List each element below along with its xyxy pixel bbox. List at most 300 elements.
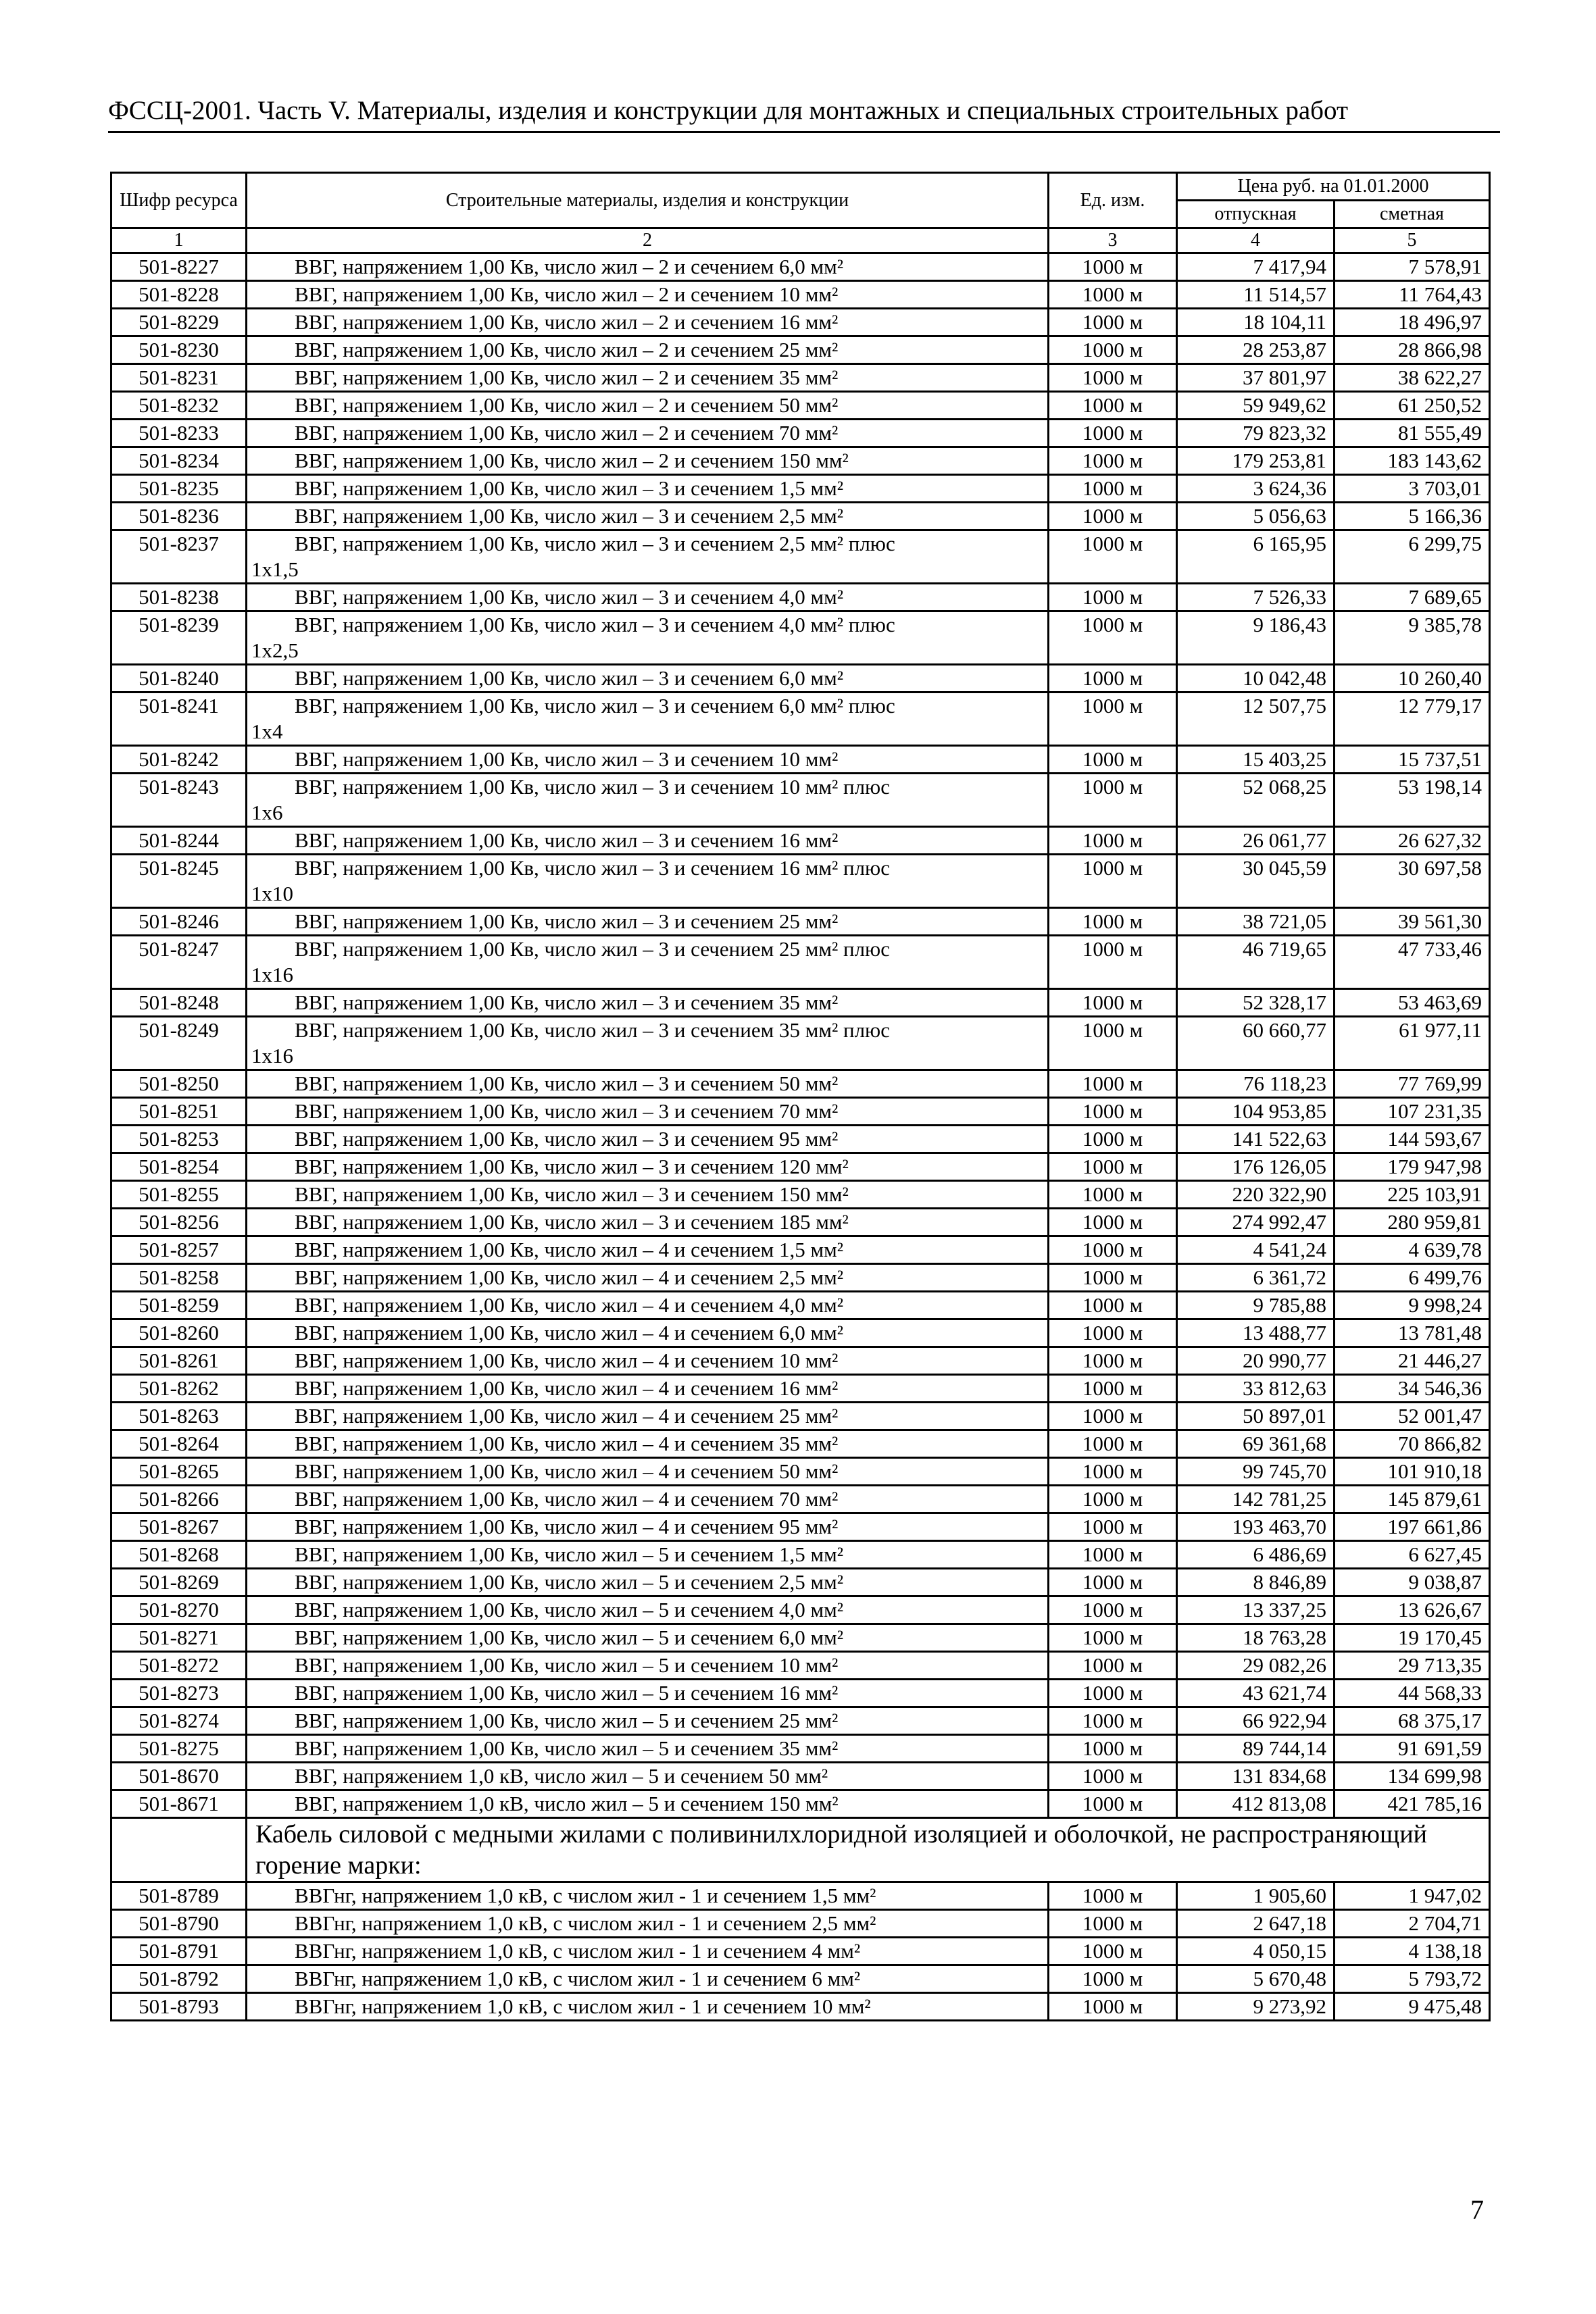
unit-cell: 1000 м <box>1049 1965 1177 1993</box>
unit-cell: 1000 м <box>1049 774 1177 827</box>
table-row <box>111 584 1490 611</box>
resource-code: 501-8240 <box>111 665 247 693</box>
table-row <box>111 309 1490 336</box>
release-price: 52 328,17 <box>1177 989 1335 1017</box>
unit-cell: 1000 м <box>1049 746 1177 774</box>
estimate-price: 77 769,99 <box>1335 1070 1490 1098</box>
material-name: ВВГ, напряжением 1,00 Кв, число жил – 3 и сечением 1,5 мм² <box>295 476 843 500</box>
table-row <box>111 1596 1490 1624</box>
estimate-price: 91 691,59 <box>1335 1735 1490 1763</box>
resource-code: 501-8251 <box>111 1098 247 1126</box>
resource-code: 501-8253 <box>111 1126 247 1153</box>
material-name-cell <box>247 503 1049 530</box>
material-name-cell <box>247 1938 1049 1965</box>
estimate-price: 34 546,36 <box>1335 1375 1490 1403</box>
material-name-cell <box>247 936 1049 989</box>
unit-cell: 1000 м <box>1049 908 1177 936</box>
resource-code: 501-8235 <box>111 475 247 503</box>
unit-cell: 1000 м <box>1049 936 1177 989</box>
table-body-2 <box>111 1882 1490 2021</box>
table-row <box>111 1126 1490 1153</box>
resource-code: 501-8231 <box>111 364 247 392</box>
material-name-cell <box>247 1993 1049 2021</box>
estimate-price: 15 737,51 <box>1335 746 1490 774</box>
material-name: ВВГ, напряжением 1,00 Кв, число жил – 4 и сечением 4,0 мм² <box>295 1293 843 1317</box>
material-name: ВВГ, напряжением 1,0 кВ, число жил – 5 и сечением 150 мм² <box>295 1792 839 1815</box>
material-name-cell <box>247 989 1049 1017</box>
material-name-continuation: 1х4 <box>251 720 283 743</box>
material-name: ВВГ, напряжением 1,00 Кв, число жил – 2 и сечением 10 мм² <box>295 282 839 306</box>
table-row <box>111 1458 1490 1486</box>
estimate-price: 52 001,47 <box>1335 1403 1490 1430</box>
material-name-cell <box>247 584 1049 611</box>
release-price: 46 719,65 <box>1177 936 1335 989</box>
estimate-price: 44 568,33 <box>1335 1680 1490 1707</box>
table-row <box>111 1347 1490 1375</box>
col-header-code: Шифр ресурса <box>111 173 247 228</box>
material-name-cell <box>247 1735 1049 1763</box>
material-name-cell <box>247 1236 1049 1264</box>
table-row <box>111 1486 1490 1513</box>
release-price: 18 104,11 <box>1177 309 1335 336</box>
estimate-price: 21 446,27 <box>1335 1347 1490 1375</box>
release-price: 5 056,63 <box>1177 503 1335 530</box>
material-name: ВВГ, напряжением 1,00 Кв, число жил – 4 и сечением 1,5 мм² <box>295 1238 843 1261</box>
material-name-cell <box>247 336 1049 364</box>
unit-cell: 1000 м <box>1049 1541 1177 1569</box>
release-price: 4 050,15 <box>1177 1938 1335 1965</box>
section-block <box>111 1818 1490 1882</box>
resource-code: 501-8236 <box>111 503 247 530</box>
material-name: ВВГнг, напряжением 1,0 кВ, с числом жил - 1 и сечением 1,5 мм² <box>295 1884 876 1907</box>
col-number: 4 <box>1177 228 1335 253</box>
material-name-cell <box>247 1910 1049 1938</box>
resource-code: 501-8246 <box>111 908 247 936</box>
estimate-price: 9 998,24 <box>1335 1292 1490 1319</box>
page-number: 7 <box>1470 2194 1484 2225</box>
material-name: ВВГнг, напряжением 1,0 кВ, с числом жил - 1 и сечением 2,5 мм² <box>295 1911 876 1935</box>
table-header <box>111 173 1490 253</box>
unit-cell: 1000 м <box>1049 1403 1177 1430</box>
resource-code: 501-8270 <box>111 1596 247 1624</box>
material-name-cell <box>247 1153 1049 1181</box>
table-row <box>111 611 1490 665</box>
table-row <box>111 1209 1490 1236</box>
material-name: ВВГ, напряжением 1,00 Кв, число жил – 5 и сечением 2,5 мм² <box>295 1570 843 1594</box>
resource-code: 501-8261 <box>111 1347 247 1375</box>
material-name: ВВГ, напряжением 1,00 Кв, число жил – 4 и сечением 70 мм² <box>295 1487 839 1511</box>
unit-cell: 1000 м <box>1049 336 1177 364</box>
material-name-cell <box>247 1017 1049 1070</box>
estimate-price: 6 627,45 <box>1335 1541 1490 1569</box>
resource-code: 501-8234 <box>111 447 247 475</box>
material-name: ВВГ, напряжением 1,00 Кв, число жил – 2 и сечением 150 мм² <box>295 449 849 472</box>
col-number: 5 <box>1335 228 1490 253</box>
release-price: 33 812,63 <box>1177 1375 1335 1403</box>
col-header-name: Строительные материалы, изделия и конструкции <box>247 173 1049 228</box>
resource-code: 501-8238 <box>111 584 247 611</box>
estimate-price: 144 593,67 <box>1335 1126 1490 1153</box>
material-name: ВВГ, напряжением 1,00 Кв, число жил – 2 и сечением 25 мм² <box>295 338 839 361</box>
table-row <box>111 936 1490 989</box>
unit-cell: 1000 м <box>1049 1652 1177 1680</box>
material-name-cell <box>247 855 1049 908</box>
resource-code: 501-8792 <box>111 1965 247 1993</box>
unit-cell: 1000 м <box>1049 1098 1177 1126</box>
material-name-cell <box>247 392 1049 420</box>
material-name: ВВГ, напряжением 1,00 Кв, число жил – 4 и сечением 35 мм² <box>295 1432 839 1455</box>
material-name-cell <box>247 1375 1049 1403</box>
estimate-price: 225 103,91 <box>1335 1181 1490 1209</box>
material-name-cell <box>247 1264 1049 1292</box>
col-header-unit: Ед. изм. <box>1049 173 1177 228</box>
estimate-price: 39 561,30 <box>1335 908 1490 936</box>
material-name-cell <box>247 1209 1049 1236</box>
material-name: ВВГ, напряжением 1,00 Кв, число жил – 3 и сечением 70 мм² <box>295 1099 839 1123</box>
resource-code: 501-8790 <box>111 1910 247 1938</box>
material-name-cell <box>247 1541 1049 1569</box>
resource-code: 501-8269 <box>111 1569 247 1596</box>
section-row <box>111 1818 1490 1882</box>
table-row <box>111 1790 1490 1818</box>
release-price: 10 042,48 <box>1177 665 1335 693</box>
material-name: ВВГ, напряжением 1,00 Кв, число жил – 3 и сечением 95 мм² <box>295 1127 839 1151</box>
resource-code: 501-8275 <box>111 1735 247 1763</box>
material-name-cell <box>247 420 1049 447</box>
material-name-cell <box>247 1513 1049 1541</box>
estimate-price: 280 959,81 <box>1335 1209 1490 1236</box>
resource-code: 501-8255 <box>111 1181 247 1209</box>
resource-code: 501-8260 <box>111 1319 247 1347</box>
material-name-cell <box>247 309 1049 336</box>
material-name: ВВГ, напряжением 1,00 Кв, число жил – 3 и сечением 25 мм² <box>295 909 839 933</box>
table-row <box>111 475 1490 503</box>
table-row <box>111 1264 1490 1292</box>
table-row <box>111 1403 1490 1430</box>
unit-cell: 1000 м <box>1049 1181 1177 1209</box>
material-name: ВВГ, напряжением 1,00 Кв, число жил – 3 и сечением 150 мм² <box>295 1182 849 1206</box>
table-row <box>111 746 1490 774</box>
release-price: 29 082,26 <box>1177 1652 1335 1680</box>
material-name: ВВГ, напряжением 1,00 Кв, число жил – 5 и сечением 35 мм² <box>295 1736 839 1760</box>
release-price: 179 253,81 <box>1177 447 1335 475</box>
table-row <box>111 253 1490 281</box>
resource-code: 501-8230 <box>111 336 247 364</box>
estimate-price: 5 793,72 <box>1335 1965 1490 1993</box>
release-price: 176 126,05 <box>1177 1153 1335 1181</box>
material-name-cell <box>247 1763 1049 1790</box>
release-price: 69 361,68 <box>1177 1430 1335 1458</box>
material-name-continuation: 1х1,5 <box>251 557 299 581</box>
material-name: ВВГ, напряжением 1,00 Кв, число жил – 4 и сечением 50 мм² <box>295 1459 839 1483</box>
resource-code: 501-8228 <box>111 281 247 309</box>
estimate-price: 145 879,61 <box>1335 1486 1490 1513</box>
material-name: ВВГ, напряжением 1,00 Кв, число жил – 3 и сечением 35 мм² <box>295 990 839 1014</box>
material-name: ВВГ, напряжением 1,00 Кв, число жил – 3 и сечением 10 мм² плюс <box>295 775 890 799</box>
release-price: 12 507,75 <box>1177 693 1335 746</box>
release-price: 131 834,68 <box>1177 1763 1335 1790</box>
material-name: ВВГ, напряжением 1,00 Кв, число жил – 3 и сечением 2,5 мм² <box>295 504 843 528</box>
release-price: 6 361,72 <box>1177 1264 1335 1292</box>
table-row <box>111 447 1490 475</box>
release-price: 3 624,36 <box>1177 475 1335 503</box>
unit-cell: 1000 м <box>1049 1209 1177 1236</box>
unit-cell: 1000 м <box>1049 281 1177 309</box>
table-row <box>111 1763 1490 1790</box>
table-row <box>111 1993 1490 2021</box>
release-price: 13 337,25 <box>1177 1596 1335 1624</box>
estimate-price: 4 138,18 <box>1335 1938 1490 1965</box>
table-row <box>111 1882 1490 1910</box>
table-row <box>111 693 1490 746</box>
release-price: 43 621,74 <box>1177 1680 1335 1707</box>
resource-code: 501-8273 <box>111 1680 247 1707</box>
release-price: 99 745,70 <box>1177 1458 1335 1486</box>
release-price: 1 905,60 <box>1177 1882 1335 1910</box>
unit-cell: 1000 м <box>1049 253 1177 281</box>
material-name-cell <box>247 281 1049 309</box>
estimate-price: 7 578,91 <box>1335 253 1490 281</box>
table-row <box>111 1735 1490 1763</box>
release-price: 79 823,32 <box>1177 420 1335 447</box>
table-row <box>111 1513 1490 1541</box>
material-name-cell <box>247 475 1049 503</box>
unit-cell: 1000 м <box>1049 1375 1177 1403</box>
unit-cell: 1000 м <box>1049 364 1177 392</box>
estimate-price: 18 496,97 <box>1335 309 1490 336</box>
resource-code: 501-8250 <box>111 1070 247 1098</box>
release-price: 8 846,89 <box>1177 1569 1335 1596</box>
unit-cell: 1000 м <box>1049 584 1177 611</box>
release-price: 7 417,94 <box>1177 253 1335 281</box>
release-price: 193 463,70 <box>1177 1513 1335 1541</box>
estimate-price: 53 463,69 <box>1335 989 1490 1017</box>
estimate-price: 197 661,86 <box>1335 1513 1490 1541</box>
unit-cell: 1000 м <box>1049 392 1177 420</box>
resource-code: 501-8271 <box>111 1624 247 1652</box>
material-name-cell <box>247 693 1049 746</box>
table-row <box>111 530 1490 584</box>
resource-code: 501-8243 <box>111 774 247 827</box>
estimate-price: 6 499,76 <box>1335 1264 1490 1292</box>
table-row <box>111 774 1490 827</box>
unit-cell: 1000 м <box>1049 1458 1177 1486</box>
material-name: ВВГ, напряжением 1,00 Кв, число жил – 4 и сечением 10 мм² <box>295 1349 839 1372</box>
table-body <box>111 253 1490 1818</box>
material-name-cell <box>247 1707 1049 1735</box>
table-row <box>111 1292 1490 1319</box>
unit-cell: 1000 м <box>1049 1347 1177 1375</box>
release-price: 142 781,25 <box>1177 1486 1335 1513</box>
resource-code: 501-8259 <box>111 1292 247 1319</box>
unit-cell: 1000 м <box>1049 1236 1177 1264</box>
table-row <box>111 1181 1490 1209</box>
estimate-price: 9 385,78 <box>1335 611 1490 665</box>
table-row <box>111 1910 1490 1938</box>
estimate-price: 101 910,18 <box>1335 1458 1490 1486</box>
unit-cell: 1000 м <box>1049 1430 1177 1458</box>
material-name: ВВГ, напряжением 1,00 Кв, число жил – 3 и сечением 120 мм² <box>295 1155 849 1178</box>
material-name: ВВГ, напряжением 1,00 Кв, число жил – 4 и сечением 95 мм² <box>295 1515 839 1538</box>
unit-cell: 1000 м <box>1049 1513 1177 1541</box>
material-name-cell <box>247 1486 1049 1513</box>
release-price: 2 647,18 <box>1177 1910 1335 1938</box>
material-name-cell <box>247 364 1049 392</box>
material-name-cell <box>247 611 1049 665</box>
release-price: 28 253,87 <box>1177 336 1335 364</box>
unit-cell: 1000 м <box>1049 1070 1177 1098</box>
resource-code: 501-8258 <box>111 1264 247 1292</box>
material-name: ВВГнг, напряжением 1,0 кВ, с числом жил - 1 и сечением 10 мм² <box>295 1994 871 2018</box>
material-name-cell <box>247 530 1049 584</box>
material-name-cell <box>247 1652 1049 1680</box>
material-name: ВВГ, напряжением 1,00 Кв, число жил – 3 и сечением 25 мм² плюс <box>295 937 890 961</box>
table-row <box>111 1707 1490 1735</box>
table-row <box>111 1153 1490 1181</box>
estimate-price: 29 713,35 <box>1335 1652 1490 1680</box>
col-number: 1 <box>111 228 247 253</box>
table-row <box>111 364 1490 392</box>
release-price: 76 118,23 <box>1177 1070 1335 1098</box>
table-row <box>111 1569 1490 1596</box>
resource-code: 501-8265 <box>111 1458 247 1486</box>
material-name-cell <box>247 774 1049 827</box>
unit-cell: 1000 м <box>1049 1319 1177 1347</box>
resource-code: 501-8274 <box>111 1707 247 1735</box>
estimate-price: 4 639,78 <box>1335 1236 1490 1264</box>
resource-code: 501-8245 <box>111 855 247 908</box>
table-row <box>111 1652 1490 1680</box>
resource-code: 501-8229 <box>111 309 247 336</box>
material-name: ВВГ, напряжением 1,0 кВ, число жил – 5 и сечением 50 мм² <box>295 1764 828 1788</box>
material-name: ВВГ, напряжением 1,00 Кв, число жил – 3 и сечением 185 мм² <box>295 1210 849 1234</box>
resource-code: 501-8793 <box>111 1993 247 2021</box>
resource-code: 501-8272 <box>111 1652 247 1680</box>
table-row <box>111 855 1490 908</box>
table-row <box>111 989 1490 1017</box>
material-name: ВВГ, напряжением 1,00 Кв, число жил – 3 и сечением 6,0 мм² плюс <box>295 694 895 718</box>
unit-cell: 1000 м <box>1049 1790 1177 1818</box>
unit-cell: 1000 м <box>1049 530 1177 584</box>
release-price: 5 670,48 <box>1177 1965 1335 1993</box>
table-row <box>111 1319 1490 1347</box>
material-name-cell <box>247 1680 1049 1707</box>
release-price: 38 721,05 <box>1177 908 1335 936</box>
estimate-price: 6 299,75 <box>1335 530 1490 584</box>
material-name-cell <box>247 1569 1049 1596</box>
estimate-price: 11 764,43 <box>1335 281 1490 309</box>
estimate-price: 61 977,11 <box>1335 1017 1490 1070</box>
table-row <box>111 1017 1490 1070</box>
col-number: 3 <box>1049 228 1177 253</box>
resource-code: 501-8267 <box>111 1513 247 1541</box>
estimate-price: 19 170,45 <box>1335 1624 1490 1652</box>
release-price: 104 953,85 <box>1177 1098 1335 1126</box>
resource-code: 501-8791 <box>111 1938 247 1965</box>
material-name-cell <box>247 1292 1049 1319</box>
release-price: 9 186,43 <box>1177 611 1335 665</box>
col-header-price: Цена руб. на 01.01.2000 <box>1177 173 1490 201</box>
unit-cell: 1000 м <box>1049 420 1177 447</box>
material-name: ВВГ, напряжением 1,00 Кв, число жил – 5 и сечением 4,0 мм² <box>295 1598 843 1621</box>
table-row <box>111 1098 1490 1126</box>
resource-code: 501-8239 <box>111 611 247 665</box>
section-title: Кабель силовой с медными жилами с поливинилхлоридной изоляцией и оболочкой, не распространяющий горение марки: <box>247 1818 1490 1882</box>
unit-cell: 1000 м <box>1049 693 1177 746</box>
resource-code: 501-8232 <box>111 392 247 420</box>
estimate-price: 13 781,48 <box>1335 1319 1490 1347</box>
estimate-price: 2 704,71 <box>1335 1910 1490 1938</box>
unit-cell: 1000 м <box>1049 1763 1177 1790</box>
material-name: ВВГ, напряжением 1,00 Кв, число жил – 2 и сечением 50 мм² <box>295 393 839 417</box>
unit-cell: 1000 м <box>1049 827 1177 855</box>
table-row <box>111 908 1490 936</box>
release-price: 220 322,90 <box>1177 1181 1335 1209</box>
unit-cell: 1000 м <box>1049 447 1177 475</box>
material-name: ВВГ, напряжением 1,00 Кв, число жил – 3 и сечением 16 мм² <box>295 828 839 852</box>
release-price: 9 785,88 <box>1177 1292 1335 1319</box>
unit-cell: 1000 м <box>1049 1910 1177 1938</box>
release-price: 18 763,28 <box>1177 1624 1335 1652</box>
material-name-cell <box>247 1403 1049 1430</box>
estimate-price: 7 689,65 <box>1335 584 1490 611</box>
material-name-cell <box>247 1430 1049 1458</box>
table-row <box>111 665 1490 693</box>
unit-cell: 1000 м <box>1049 1486 1177 1513</box>
release-price: 13 488,77 <box>1177 1319 1335 1347</box>
resource-code: 501-8254 <box>111 1153 247 1181</box>
estimate-price: 81 555,49 <box>1335 420 1490 447</box>
release-price: 4 541,24 <box>1177 1236 1335 1264</box>
table-row <box>111 1430 1490 1458</box>
col-number: 2 <box>247 228 1049 253</box>
price-table <box>110 172 1491 2021</box>
estimate-price: 183 143,62 <box>1335 447 1490 475</box>
resource-code: 501-8241 <box>111 693 247 746</box>
material-name: ВВГ, напряжением 1,00 Кв, число жил – 2 и сечением 6,0 мм² <box>295 255 843 278</box>
unit-cell: 1000 м <box>1049 989 1177 1017</box>
release-price: 141 522,63 <box>1177 1126 1335 1153</box>
material-name-cell <box>247 827 1049 855</box>
table-row <box>111 281 1490 309</box>
table-row <box>111 1236 1490 1264</box>
resource-code: 501-8266 <box>111 1486 247 1513</box>
material-name: ВВГнг, напряжением 1,0 кВ, с числом жил - 1 и сечением 6 мм² <box>295 1967 861 1990</box>
material-name-cell <box>247 1790 1049 1818</box>
material-name-cell <box>247 1965 1049 1993</box>
resource-code: 501-8256 <box>111 1209 247 1236</box>
table-row <box>111 336 1490 364</box>
table-row <box>111 1680 1490 1707</box>
material-name-continuation: 1х2,5 <box>251 638 299 662</box>
unit-cell: 1000 м <box>1049 475 1177 503</box>
material-name-cell <box>247 1126 1049 1153</box>
table-row <box>111 420 1490 447</box>
release-price: 412 813,08 <box>1177 1790 1335 1818</box>
unit-cell: 1000 м <box>1049 611 1177 665</box>
estimate-price: 12 779,17 <box>1335 693 1490 746</box>
column-number-row <box>111 228 1490 253</box>
resource-code: 501-8233 <box>111 420 247 447</box>
page-header: ФССЦ-2001. Часть V. Материалы, изделия и конструкции для монтажных и специальных строительных работ <box>108 95 1500 133</box>
table-row <box>111 392 1490 420</box>
material-name-cell <box>247 1624 1049 1652</box>
resource-code: 501-8247 <box>111 936 247 989</box>
unit-cell: 1000 м <box>1049 1126 1177 1153</box>
resource-code: 501-8244 <box>111 827 247 855</box>
estimate-price: 9 475,48 <box>1335 1993 1490 2021</box>
material-name: ВВГ, напряжением 1,00 Кв, число жил – 2 и сечением 16 мм² <box>295 310 839 334</box>
